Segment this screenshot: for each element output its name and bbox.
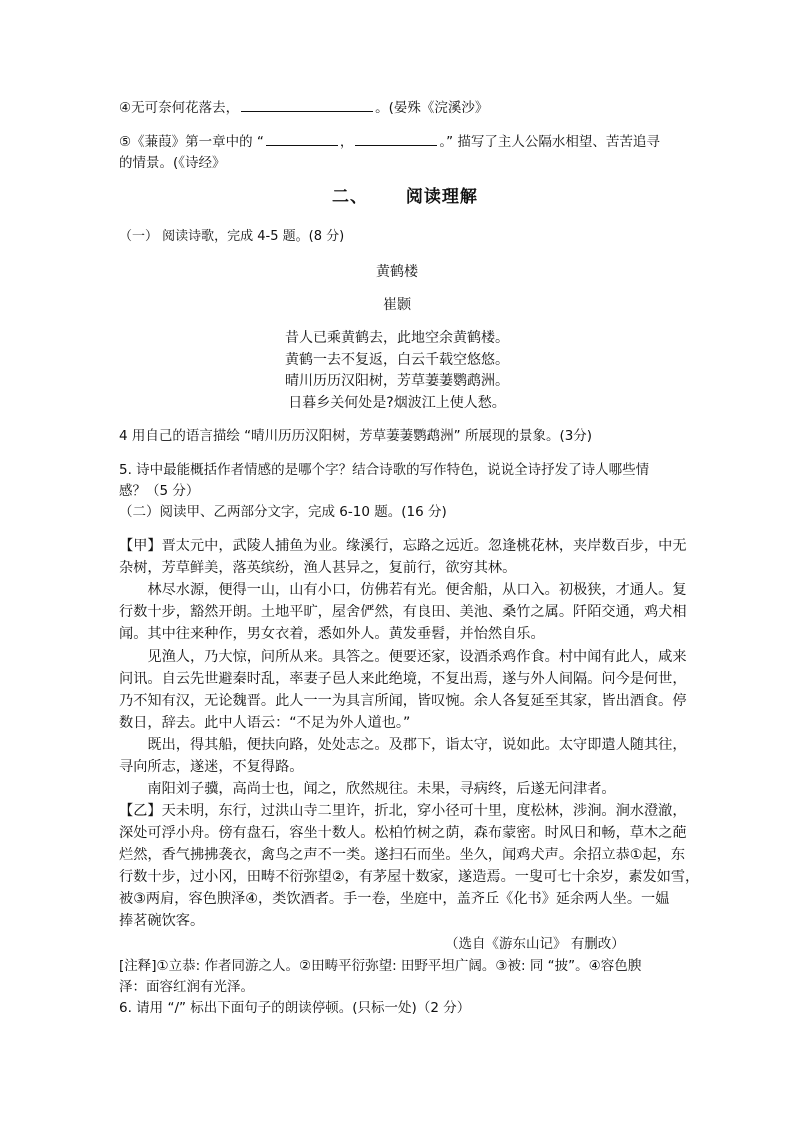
passage-line: 见渔人，乃大惊，问所从来。具答之。便要还家，设酒杀鸡作食。村中闻有此人，咸来 — [119, 649, 687, 665]
fill-blank-q5-mid: ， — [339, 134, 354, 150]
question-6: 6. 请用 “/” 标出下面句子的朗读停顿。(只标一处)（2 分） — [119, 1000, 471, 1016]
passage-line: 捧茗碗饮客。 — [119, 913, 205, 929]
poem-author: 崔颢 — [383, 297, 411, 313]
passage-line: 行数十步，豁然开朗。土地平旷，屋舍俨然，有良田、美池、桑竹之属。阡陌交通，鸡犬相 — [119, 604, 687, 620]
passage-line: 既出，得其船，便扶向路，处处志之。及郡下，诣太守，说如此。太守即遣人随其往， — [119, 737, 687, 753]
fill-blank-q5-cont: 的情景。(《诗经》 — [119, 155, 226, 171]
poem-line: 日暮乡关何处是?烟波江上使人愁。 — [288, 395, 506, 411]
part1-intro: （一） 阅读诗歌，完成 4-5 题。(8 分) — [119, 229, 345, 244]
passage-line: 南阳刘子骥，高尚士也，闻之，欣然规往。未果，寻病终，后遂无问津者。 — [119, 781, 616, 797]
fill-blank-q5 — [119, 131, 660, 152]
fill-blank-q5-prefix: ⑤《蒹葭》第一章中的 “ — [119, 134, 264, 150]
passage-line: 行数十步，过小冈，田畴不衍弥望②，有茅屋十数家，遂造焉。一叟可七十余岁，素发如雪， — [119, 869, 700, 885]
poem-line: 黄鹤一去不复返，白云千载空悠悠。 — [285, 352, 509, 368]
passage-line: 【甲】晋太元中，武陵人捕鱼为业。缘溪行，忘路之远近。忽逢桃花林，夹岸数百步，中无 — [119, 538, 687, 554]
question-4: 4 用自己的语言描绘 “晴川历历汉阳树，芳草萋萋鹦鹉洲” 所展现的景象。(3分) — [119, 428, 593, 444]
answer-blank[interactable] — [266, 131, 338, 146]
passage-line: 烂然，香气拂拂袭衣，禽鸟之声不一类。遂扫石而坐。坐久，闻鸡犬声。余招立恭①起，东 — [119, 847, 686, 863]
passage-source: （选自《游东山记》 有删改） — [445, 936, 625, 952]
fill-blank-q4-prefix: ④无可奈何花落去， — [119, 100, 240, 116]
poem-line: 晴川历历汉阳树，芳草萋萋鹦鹉洲。 — [285, 373, 509, 389]
passage-line: 【乙】天未明，东行，过洪山寺二里许，折北，穿小径可十里，度松林，涉涧。涧水澄澈， — [119, 803, 687, 819]
passage-line: 林尽水源，便得一山，山有小口，仿佛若有光。便舍船，从口入。初极狭，才通人。复 — [119, 582, 687, 598]
part2-intro: （二）阅读甲、乙两部分文字，完成 6-10 题。(16 分) — [119, 504, 447, 520]
fill-blank-q4 — [119, 97, 488, 118]
question-5: 5. 诗中最能概括作者情感的是哪个字？结合诗歌的写作特色，说说全诗抒发了诗人哪些情 — [119, 462, 650, 478]
fill-blank-q4-suffix: 。(晏殊《浣溪沙》 — [375, 100, 489, 116]
passage-line: 深处可浮小舟。傍有盘石，容坐十数人。松柏竹树之荫，森布蒙密。时风日和畅，草木之葩 — [119, 825, 687, 841]
passage-line: 寻向所志，遂迷，不复得路。 — [119, 759, 304, 775]
section-number: 二、 — [332, 187, 368, 207]
answer-blank[interactable] — [241, 97, 373, 112]
passage-line: 闻。其中往来种作，男女衣着，悉如外人。黄发垂髫，并怡然自乐。 — [119, 626, 545, 642]
passage-line: 杂树，芳草鲜美，落英缤纷，渔人甚异之，复前行，欲穷其林。 — [119, 560, 517, 576]
notes: [注释]①立恭: 作者同游之人。②田畴平衍弥望: 田野平坦广阔。③被: 同 “披”。④容色腴 — [119, 958, 642, 974]
section-heading — [332, 187, 478, 207]
answer-blank[interactable] — [355, 131, 437, 146]
fill-blank-q5-suffix: 。” 描写了主人公隔水相望、苦苦追寻 — [439, 134, 660, 150]
question-5-cont: 感？（5 分） — [119, 483, 200, 499]
poem-title: 黄鹤楼 — [376, 264, 418, 280]
section-title: 阅读理解 — [405, 187, 478, 207]
notes-cont: 泽：面容红润有光泽。 — [119, 979, 254, 995]
passage-line: 被③两肩，容色腴泽④，类饮酒者。手一卷，坐庭中，盖齐丘《化书》延余两人坐。一媪 — [119, 891, 670, 907]
passage-line: 问讯。自云先世避秦时乱，率妻子邑人来此绝境，不复出焉，遂与外人间隔。问今是何世， — [119, 671, 687, 687]
poem-line: 昔人已乘黄鹤去，此地空余黄鹤楼。 — [285, 330, 509, 346]
passage-line: 数日，辞去。此中人语云：“不足为外人道也。” — [119, 715, 411, 731]
passage-line: 乃不知有汉，无论魏晋。此人一一为具言所闻，皆叹惋。余人各复延至其家，皆出酒食。停 — [119, 693, 687, 709]
